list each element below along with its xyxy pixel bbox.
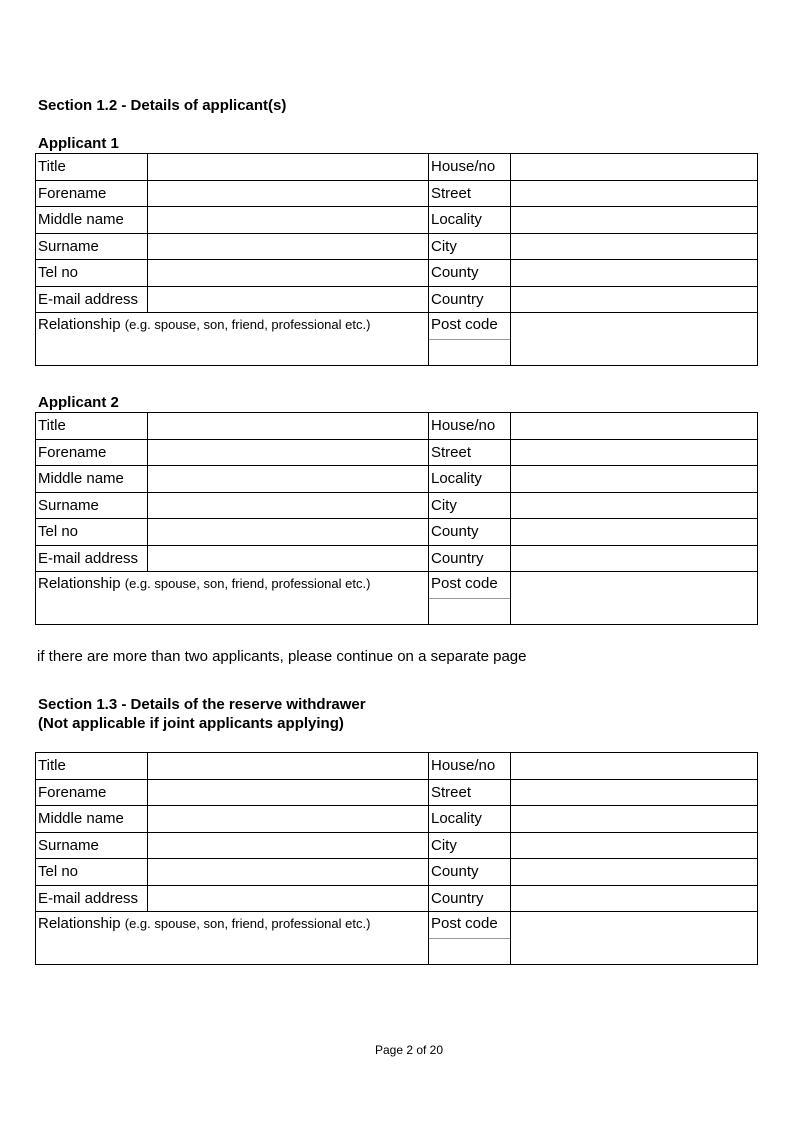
relationship-cell[interactable] (36, 313, 429, 366)
middle-name-input[interactable] (148, 466, 429, 493)
country-input[interactable] (511, 286, 758, 313)
table-row (36, 492, 758, 519)
table-row (36, 413, 758, 440)
applicant-1-table (35, 153, 758, 366)
locality-input[interactable] (511, 806, 758, 833)
table-row (36, 154, 758, 181)
table-row (36, 912, 758, 965)
table-row (36, 439, 758, 466)
table-row (36, 859, 758, 886)
table-row (36, 260, 758, 287)
table-row (36, 572, 758, 625)
street-label: Street (429, 779, 511, 806)
email-label: E-mail address (36, 545, 148, 572)
county-input[interactable] (511, 859, 758, 886)
reserve-withdrawer-table (35, 752, 758, 965)
divider (429, 938, 510, 939)
title-input[interactable] (148, 753, 429, 780)
divider (429, 598, 510, 599)
tel-no-label: Tel no (36, 859, 148, 886)
relationship-cell[interactable] (36, 912, 429, 965)
city-input[interactable] (511, 233, 758, 260)
tel-no-input[interactable] (148, 519, 429, 546)
more-applicants-note: if there are more than two applicants, please continue on a separate page (37, 648, 527, 665)
relationship-hint: (e.g. spouse, son, friend, professional etc.) (124, 916, 371, 931)
locality-input[interactable] (511, 466, 758, 493)
relationship-cell[interactable] (36, 572, 429, 625)
forename-input[interactable] (148, 439, 429, 466)
postcode-label: Post code (431, 575, 498, 592)
county-input[interactable] (511, 260, 758, 287)
house-no-input[interactable] (511, 413, 758, 440)
email-input[interactable] (148, 286, 429, 313)
section-1-2-title: Section 1.2 - Details of applicant(s) (38, 97, 287, 114)
applicant-1-title: Applicant 1 (38, 135, 119, 152)
forename-label: Forename (36, 779, 148, 806)
city-label: City (429, 233, 511, 260)
tel-no-input[interactable] (148, 260, 429, 287)
house-no-input[interactable] (511, 154, 758, 181)
table-row (36, 519, 758, 546)
postcode-label-cell (429, 572, 511, 625)
forename-label: Forename (36, 439, 148, 466)
postcode-input[interactable] (511, 572, 758, 625)
applicant-2-title: Applicant 2 (38, 394, 119, 411)
middle-name-input[interactable] (148, 207, 429, 234)
title-label: Title (36, 413, 148, 440)
relationship-hint: (e.g. spouse, son, friend, professional etc.) (124, 576, 371, 591)
tel-no-label: Tel no (36, 519, 148, 546)
table-row (36, 779, 758, 806)
section-1-3-title: Section 1.3 - Details of the reserve withdrawer (38, 696, 366, 713)
city-label: City (429, 492, 511, 519)
middle-name-input[interactable] (148, 806, 429, 833)
table-row (36, 885, 758, 912)
locality-input[interactable] (511, 207, 758, 234)
tel-no-label: Tel no (36, 260, 148, 287)
surname-input[interactable] (148, 492, 429, 519)
house-no-label: House/no (429, 154, 511, 181)
street-input[interactable] (511, 439, 758, 466)
surname-label: Surname (36, 233, 148, 260)
surname-input[interactable] (148, 233, 429, 260)
divider (429, 339, 510, 340)
country-input[interactable] (511, 545, 758, 572)
applicant-2-table (35, 412, 758, 625)
forename-input[interactable] (148, 180, 429, 207)
table-row (36, 313, 758, 366)
house-no-label: House/no (429, 413, 511, 440)
tel-no-input[interactable] (148, 859, 429, 886)
table-row (36, 806, 758, 833)
country-label: Country (429, 545, 511, 572)
city-input[interactable] (511, 832, 758, 859)
city-label: City (429, 832, 511, 859)
email-label: E-mail address (36, 885, 148, 912)
table-row (36, 545, 758, 572)
country-label: Country (429, 286, 511, 313)
postcode-label: Post code (431, 915, 498, 932)
table-row (36, 207, 758, 234)
forename-label: Forename (36, 180, 148, 207)
relationship-label: Relationship (38, 575, 121, 592)
title-input[interactable] (148, 154, 429, 181)
locality-label: Locality (429, 207, 511, 234)
postcode-input[interactable] (511, 313, 758, 366)
middle-name-label: Middle name (36, 806, 148, 833)
email-label: E-mail address (36, 286, 148, 313)
title-label: Title (36, 753, 148, 780)
city-input[interactable] (511, 492, 758, 519)
table-row (36, 233, 758, 260)
postcode-label: Post code (431, 316, 498, 333)
house-no-input[interactable] (511, 753, 758, 780)
country-label: Country (429, 885, 511, 912)
email-input[interactable] (148, 885, 429, 912)
house-no-label: House/no (429, 753, 511, 780)
county-label: County (429, 859, 511, 886)
middle-name-label: Middle name (36, 207, 148, 234)
county-label: County (429, 519, 511, 546)
postcode-label-cell (429, 313, 511, 366)
surname-input[interactable] (148, 832, 429, 859)
middle-name-label: Middle name (36, 466, 148, 493)
table-row (36, 832, 758, 859)
table-row (36, 753, 758, 780)
locality-label: Locality (429, 466, 511, 493)
forename-input[interactable] (148, 779, 429, 806)
table-row (36, 286, 758, 313)
county-input[interactable] (511, 519, 758, 546)
country-input[interactable] (511, 885, 758, 912)
relationship-label: Relationship (38, 915, 121, 932)
surname-label: Surname (36, 492, 148, 519)
email-input[interactable] (148, 545, 429, 572)
surname-label: Surname (36, 832, 148, 859)
relationship-label: Relationship (38, 316, 121, 333)
county-label: County (429, 260, 511, 287)
relationship-hint: (e.g. spouse, son, friend, professional etc.) (124, 317, 371, 332)
street-input[interactable] (511, 779, 758, 806)
title-label: Title (36, 154, 148, 181)
table-row (36, 180, 758, 207)
locality-label: Locality (429, 806, 511, 833)
postcode-label-cell (429, 912, 511, 965)
page-number: Page 2 of 20 (374, 1043, 444, 1057)
street-label: Street (429, 180, 511, 207)
postcode-input[interactable] (511, 912, 758, 965)
section-1-3-subtitle: (Not applicable if joint applicants applying) (38, 715, 344, 732)
table-row (36, 466, 758, 493)
title-input[interactable] (148, 413, 429, 440)
street-label: Street (429, 439, 511, 466)
street-input[interactable] (511, 180, 758, 207)
